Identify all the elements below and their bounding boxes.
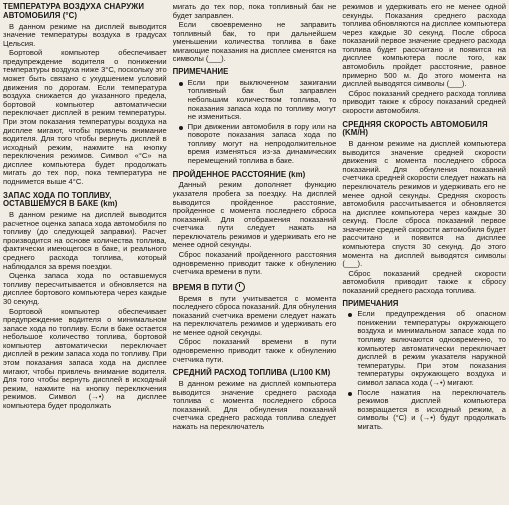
list-item: При движении автомобиля в гору или на повороте показания запаса хода по топливу могут на непродолжительное время изменяться из-за динамических перемещений топлива в баке. [179, 123, 337, 166]
paragraph: режимов и удерживать его не менее одной секунды. Показания среднего расхода топлива обновляются на дисплее компьютера через каждые 30 секунд. После сброса показаний первое значение среднего расхода топлива будет рассчитано и появится на дисплее компьютера после того, как автомобиль пройдет расстояние, равное примерно 500 м. До этого момента на дисплей выводятся символы (___). [342, 3, 507, 89]
list-item: Если при выключенном зажигании топливный бак был заправлен небольшим количеством топлива, то показания запаса хода по топливу могут не измениться. [179, 79, 337, 122]
paragraph: мигать до тех пор, пока топливный бак не будет заправлен. [172, 3, 337, 20]
heading-avg-speed: СРЕДНЯЯ СКОРОСТЬ АВТОМОБИЛЯ (KM/H) [342, 119, 488, 138]
column-3 [342, 3, 506, 505]
paragraph: Бортовой компьютер обеспечивает предупреждение водителя о понижении температуры воздуха ниже 3°C, поскольку это может быть связано с ухудшением условий движения по дорогам. Если температура воздуха снижается до указанного предела, бортовой компьютер автоматически переключает дисплей в режим температуры. При этом показания температуры воздуха на дисплее мигают, чтобы привлечь внимание водителя. Для того чтобы вернуть дисплей в исходный режим, нажмите на кнопку переключения режимов. Символ «°C» на дисплее компьютера будет продолжать мигать до тех пор, пока температура не поднимется выше 4°C. [3, 48, 167, 186]
clock-icon [235, 282, 245, 292]
note-title: ПРИМЕЧАНИЕ [172, 67, 229, 77]
notes-title: ПРИМЕЧАНИЯ [342, 298, 399, 308]
paragraph: Сброс показаний среднего расхода топлива приводит также к сбросу показаний средней скорости автомобиля. [342, 88, 507, 115]
heading-fuel-range: ЗАПАС ХОДА ПО ТОПЛИВУ, ОСТАВШЕМУСЯ В БАКЕ (km) [3, 190, 118, 209]
heading-distance: ПРОЙДЕННОЕ РАССТОЯНИЕ (km) [172, 169, 306, 179]
paragraph: Сброс показаний времени в пути одновременно приводит также к обнулению счетчика пути. [172, 337, 337, 364]
paragraph: Сброс показаний средней скорости автомобиля приводит также к сбросу показаний среднего расхода топлива. [342, 268, 507, 295]
paragraph: В данном режиме на дисплей компьютера выводится значение средней скорости движения с момента последнего сброса показаний. Для обнуления показаний счетчика средней скорости следует нажать на переключатель режимов и удерживать его не менее одной секунды. Средняя скорость автомобиля рассчитывается и обновляется на дисплее компьютера через каждые 30 секунд. После сброса показаний первое значение средней скорости автомобиля будет рассчитано и появится на дисплее компьютера спустя 30 секунд. До этого момента на дисплей выводятся символы (___). [342, 139, 507, 269]
notes-list [342, 310, 506, 431]
column-1 [3, 3, 167, 505]
paragraph: Если своевременно не заправить топливный бак, то при дальнейшем уменьшении количества топлива в баке мигающие показания на дисплее сменятся на символы (___). [172, 20, 337, 64]
paragraph: Данный режим дополняет функцию указателя пробега за поездку. На дисплей выводится пройденное расстояние, пройденное с момента последнего сброса показаний. Для отображения показаний счетчика пути следует нажать на переключатель режимов и удерживать его не менее одной секунды. [172, 180, 337, 250]
column-2 [173, 3, 337, 505]
paragraph: Время в пути учитывается с момента последнего сброса показаний. Для обнуления показаний счетчика времени следует нажать на переключатель режимов и удерживать его не менее одной секунды. [172, 293, 337, 337]
heading-trip-time [173, 282, 337, 293]
list-item: Если предупреждения об опасном понижении температуры окружающего воздуха и минимальном запасе хода по топливу включаются одновременно, то компьютер автоматически переключает дисплей в режим указателя наружной температуры. При этом показания температуры окружающего воздуха и символ запаса хода (→•) мигают. [348, 310, 506, 387]
paragraph: В данном режиме на дисплей выводится расчетное оценка запаса хода автомобиля по топливу (до следующей заправки). Расчет производится на основе количества топлива, фактически имеющегося в баке, и реального среднего расхода топлива, который наблюдался за время поездки. [3, 210, 167, 271]
list-item: После нажатия на переключатель режимов дисплей компьютера возвращается в исходный режим, а символы (°C) и (→•) будут продолжать мигать. [348, 389, 506, 432]
paragraph: Сброс показаний пройденного расстояния одновременно приводит также к обнулению счетчика времени в пути. [172, 250, 337, 277]
note-list [173, 79, 337, 166]
paragraph: В данном режиме на дисплей выводится значение температуры воздуха в градусах Цельсия. [3, 21, 167, 48]
heading-outside-temperature: ТЕМПЕРАТУРА ВОЗДУХА СНАРУЖИ АВТОМОБИЛЯ (°C) [3, 3, 145, 20]
heading-trip-time-label: ВРЕМЯ В ПУТИ [172, 282, 233, 292]
paragraph: В данном режиме на дисплей компьютера выводится значение среднего расхода топлива с момента последнего сброса показаний. Для обнуления показаний счетчика среднего расхода топлива следует нажать на переключатель [172, 379, 337, 431]
paragraph: Бортовой компьютер обеспечивает предупреждение водителя о минимальном запасе хода по топливу. Если в баке остается небольшое количество топлива, бортовой компьютер автоматически переключает дисплей в режим запаса хода по топливу. При этом показания запаса хода на дисплее мигают, чтобы привлечь внимание водителя. Для того чтобы вернуть дисплей в исходный режим, нажмите на кнопку переключения режимов. Символ (→•) на дисплее компьютера будет продолжать [3, 306, 167, 410]
paragraph: Оценка запаса хода по оставшемуся топливу пересчитывается и обновляется на дисплее бортового компьютера через каждые 30 секунд. [3, 271, 167, 306]
heading-avg-consumption: СРЕДНИЙ РАСХОД ТОПЛИВА (L/100 KM) [172, 368, 331, 378]
